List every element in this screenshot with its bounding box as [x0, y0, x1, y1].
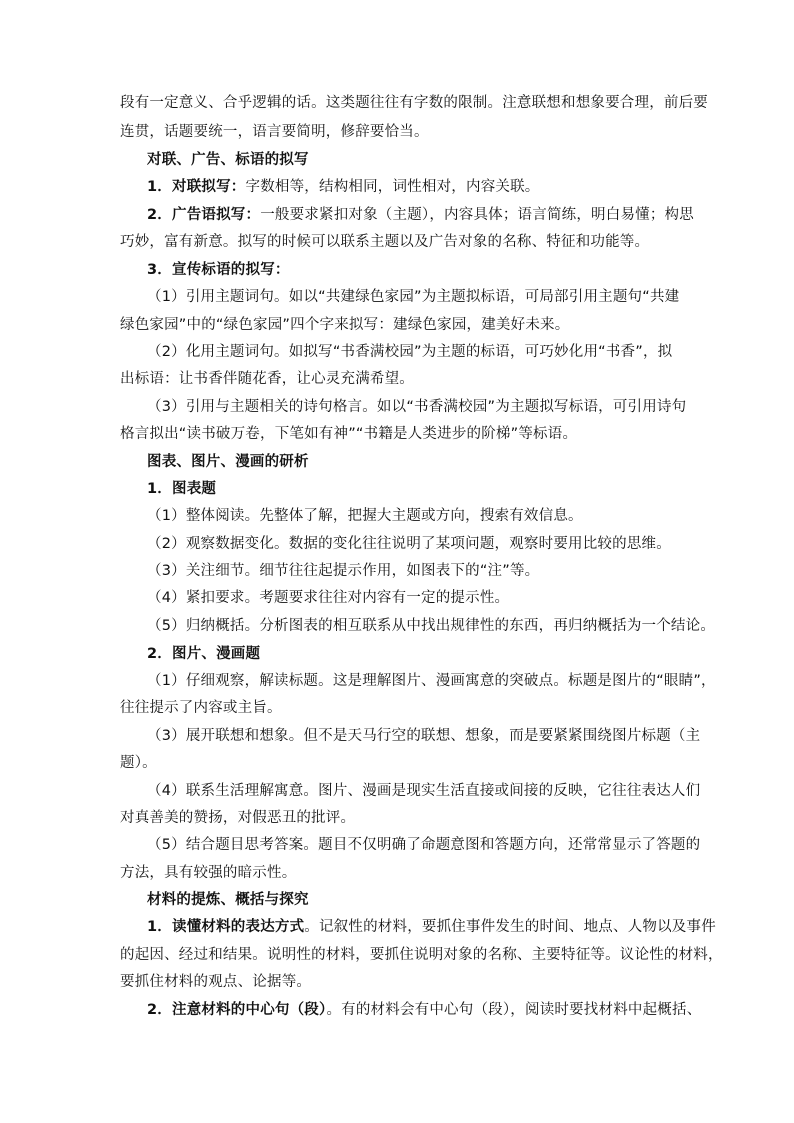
paragraph-line: （4）紧扣要求。考题要求往往对内容有一定的提示性。	[147, 590, 510, 606]
paragraph-line: 出标语：让书香伴随花香，让心灵充满希望。	[120, 371, 414, 387]
section-heading: 对联、广告、标语的拟写	[147, 152, 309, 168]
paragraph-line: （1）引用主题词句。如以“共建绿色家园”为主题拟标语，可局部引用主题句“共建	[147, 289, 680, 305]
paragraph-line: 题）。	[120, 755, 157, 771]
paragraph-line: （5）归纳概括。分析图表的相互联系从中找出规律性的东西，再归纳概括为一个结论。	[147, 618, 716, 634]
paragraph-line: （2）观察数据变化。数据的变化往往说明了某项问题，观察时要用比较的思维。	[147, 536, 671, 552]
paragraph-line: （1）仔细观察，解读标题。这是理解图片、漫画寓意的突破点。标题是图片的“眼睛”，	[147, 673, 716, 689]
paragraph-line: 的起因、经过和结果。说明性的材料，要抓住说明对象的名称、主要特征等。议论性的材料，	[120, 947, 723, 963]
item-heading: 3．宣传标语的拟写：	[147, 262, 290, 278]
paragraph-line: 要抓住材料的观点、论据等。	[120, 974, 312, 990]
paragraph-line: （5）结合题目思考答案。题目不仅明确了命题意图和答题方向，还常常显示了答题的	[147, 837, 701, 853]
section-heading: 材料的提炼、概括与探究	[147, 892, 309, 908]
section-heading: 图表、图片、漫画的研析	[147, 454, 309, 470]
item-text: 字数相等，结构相同，词性相对，内容关联。	[245, 179, 540, 195]
item-heading: 1．读懂材料的表达方式	[147, 919, 305, 935]
item-heading: 2．广告语拟写：	[147, 207, 261, 223]
paragraph-line: 绿色家园”中的“绿色家园”四个字来拟写：建绿色家园，建美好未来。	[120, 317, 570, 333]
paragraph-line: 连贯，话题要统一，语言要简明，修辞要恰当。	[120, 124, 429, 140]
item-text: 一般要求紧扣对象（主题），内容具体；语言简练，明白易懂；构思	[260, 207, 694, 223]
paragraph-line: （2）化用主题词句。如拟写“书香满校园”为主题的标语，可巧妙化用“书香”，拟	[147, 344, 673, 360]
paragraph-line: 格言拟出“读书破万卷，下笔如有神”“书籍是人类进步的阶梯”等标语。	[120, 426, 578, 442]
item-text: 。有的材料会有中心句（段），阅读时要找材料中起概括、	[326, 1002, 702, 1018]
paragraph-line: 巧妙，富有新意。拟写的时候可以联系主题以及广告对象的名称、特征和功能等。	[120, 234, 650, 250]
paragraph-line: （3）展开联想和想象。但不是天马行空的联想、想象，而是要紧紧围绕图片标题（主	[147, 728, 701, 744]
item-heading: 1．对联拟写：	[147, 179, 246, 195]
item-heading: 1．图表题	[147, 481, 217, 497]
paragraph-line: 方法，具有较强的暗示性。	[120, 865, 297, 881]
paragraph-line	[147, 178, 540, 196]
item-heading: 2．图片、漫画题	[147, 646, 261, 662]
paragraph-line	[147, 206, 694, 224]
paragraph-line	[147, 918, 716, 936]
paragraph-line: （3）引用与主题相关的诗句格言。如以“书香满校园”为主题拟写标语，可引用诗句	[147, 399, 687, 415]
paragraph-line	[147, 1001, 701, 1019]
paragraph-line: （3）关注细节。细节往往起提示作用，如图表下的“注”等。	[147, 563, 540, 579]
paragraph-line: （1）整体阅读。先整体了解，把握大主题或方向，搜索有效信息。	[147, 508, 583, 524]
paragraph-line: （4）联系生活理解寓意。图片、漫画是现实生活直接或间接的反映，它往往表达人们	[147, 783, 701, 799]
item-heading: 2．注意材料的中心句（段）	[147, 1002, 327, 1018]
paragraph-line: 往往提示了内容或主旨。	[120, 700, 282, 716]
item-text: 。记叙性的材料，要抓住事件发生的时间、地点、人物以及事件	[304, 919, 716, 935]
paragraph-line: 段有一定意义、合乎逻辑的话。这类题往往有字数的限制。注意联想和想象要合理，前后要	[120, 95, 708, 111]
paragraph-line: 对真善美的赞扬，对假恶丑的批评。	[120, 810, 356, 826]
